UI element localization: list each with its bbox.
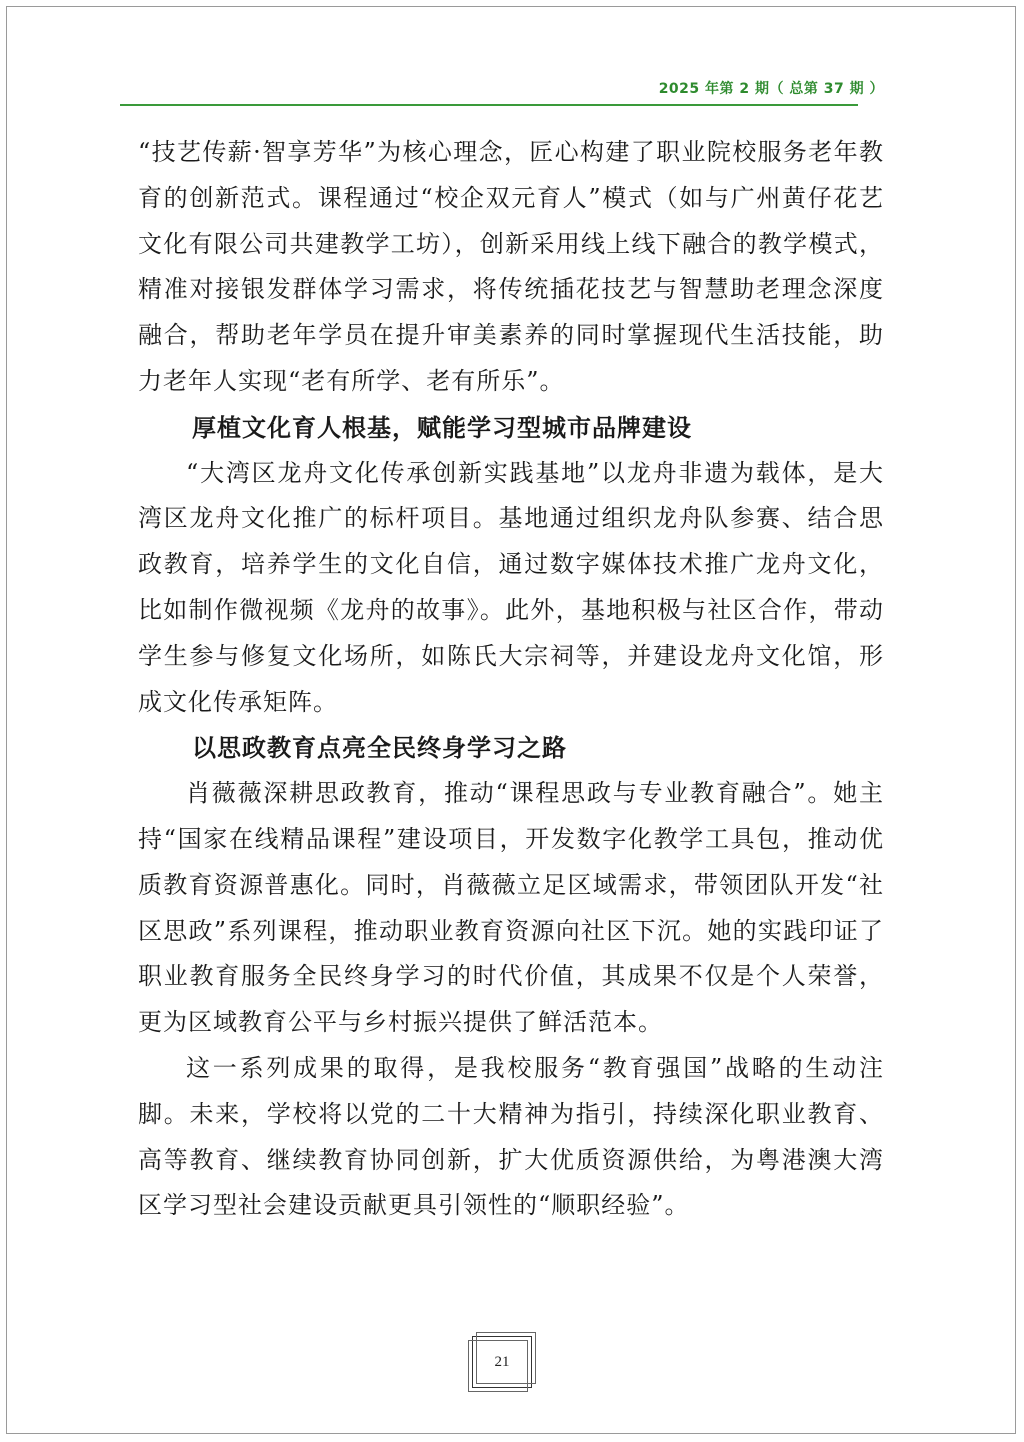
- paragraph-4: 这一系列成果的取得，是我校服务“教育强国”战略的生动注脚。未来，学校将以党的二十大精神为指引，持续深化职业教育、高等教育、继续教育协同创新，扩大优质资源供给，为粤港澳大湾区学习型社会建设贡献更具引领性的“顺职经验”。: [138, 1053, 884, 1220]
- section-heading-ideology: 以思政教育点亮全民终身学习之路: [192, 733, 567, 763]
- paragraph-3: 肖薇薇深耕思政教育，推动“课程思政与专业教育融合”。她主持“国家在线精品课程”建设项目，开发数字化教学工具包，推动优质教育资源普惠化。同时，肖薇薇立足区域需求，带领团队开发“社区思政”系列课程，推动职业教育资源向社区下沉。她的实践印证了职业教育服务全民终身学习的时代价值，其成果不仅是个人荣誉，更为区域教育公平与乡村振兴提供了鲜活范本。: [138, 779, 884, 1037]
- page-number: [472, 1336, 532, 1388]
- page-number-label: 21: [494, 1353, 510, 1370]
- article-body: [138, 130, 884, 1229]
- paragraph-1: “技艺传薪·智享芳华”为核心理念，匠心构建了职业院校服务老年教育的创新范式。课程通过“校企双元育人”模式（如与广州黄仔花艺文化有限公司共建教学工坊），创新采用线上线下融合的教学模式，精准对接银发群体学习需求，将传统插花技艺与智慧助老理念深度融合，帮助老年学员在提升审美素养的同时掌握现代生活技能，助力老年人实现“老有所学、老有所乐”。: [138, 138, 884, 395]
- issue-header: 2025 年第 2 期（ 总第 37 期 ）: [658, 81, 884, 97]
- header-rule: [120, 104, 858, 106]
- section-heading-culture: 厚植文化育人根基，赋能学习型城市品牌建设: [192, 412, 692, 442]
- paragraph-2: “大湾区龙舟文化传承创新实践基地”以龙舟非遗为载体，是大湾区龙舟文化推广的标杆项目。基地通过组织龙舟队参赛、结合思政教育，培养学生的文化自信，通过数字媒体技术推广龙舟文化，比如制作微视频《龙舟的故事》。此外，基地积极与社区合作，带动学生参与修复文化场所，如陈氏大宗祠等，并建设龙舟文化馆，形成文化传承矩阵。: [138, 458, 884, 716]
